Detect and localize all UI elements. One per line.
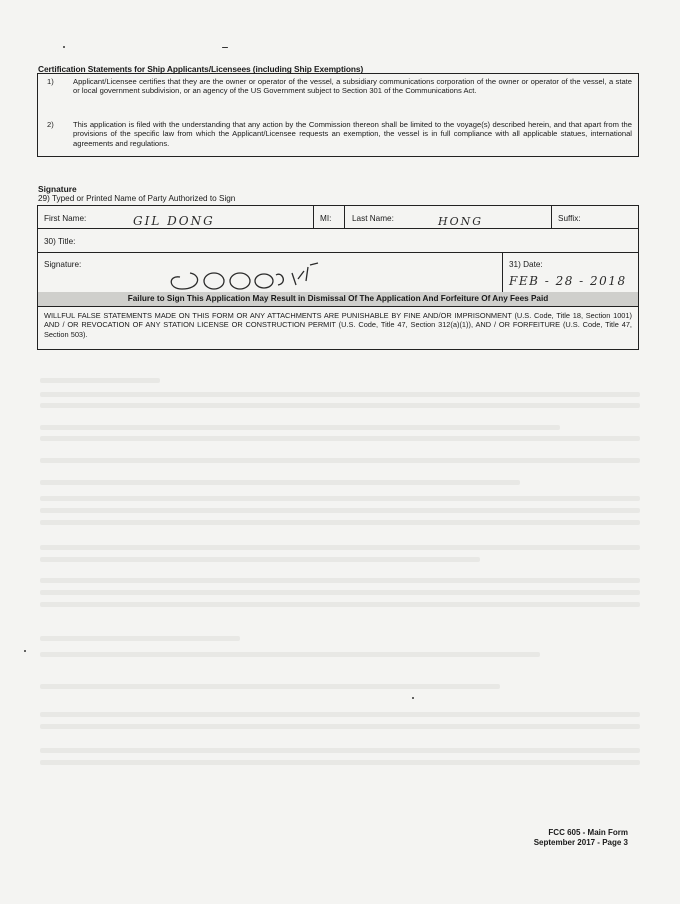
false-statement-notice: WILLFUL FALSE STATEMENTS MADE ON THIS FORM OR ANY ATTACHMENTS ARE PUNISHABLE BY FINE AND/OR IMPRISONMENT (U.S. Code, Title 18, Section 1001) AND / OR REVOCATION OF ANY STATION LICENSE OR CONSTRUCTION PERMIT (U.S. Code, Title 47, Section 312(a)(1)), AND / OR FORFEITURE (U.S. Code, Title 47, Section 503). [44,311,632,339]
form-edition: September 2017 - Page 3 [533,838,628,847]
first-name-label: First Name: [44,214,87,223]
certification-title: Certification Statements for Ship Applicants/Licensees (including Ship Exemptions) [38,64,364,74]
certification-item-text: Applicant/Licensee certifies that they are the owner or operator of the vessel, a subsidiary communications corporation of the owner or operator of the vessel, a state or local government subdivision, or an agency of the US Government subject to Section 301 of the Communications Act. [73,77,632,96]
title-label: 30) Title: [44,237,76,246]
signature-heading: Signature [38,184,77,194]
form-name: FCC 605 - Main Form [548,828,628,837]
certification-box [37,73,639,157]
scan-speck [222,47,228,48]
last-name-label: Last Name: [352,214,394,223]
mi-label: MI: [320,214,332,223]
certification-item-text: This application is filed with the understanding that any action by the Commission thereon shall be limited to the voyage(s) described herein, and that apart from the provisions of the specific law from which the Applicant/Licensee requests an exemption, the vessel is in full compliance with all applicable statues, international agreements and regulations. [73,120,632,148]
date-label: 31) Date: [509,260,543,269]
suffix-label: Suffix: [558,214,581,223]
scan-speck [63,46,65,48]
signature-warning: Failure to Sign This Application May Result in Dismissal Of The Application And Forfeiture Of Any Fees Paid [38,292,638,306]
date-field[interactable]: FEB - 28 - 2018 [509,274,627,288]
signature-label: Signature: [44,260,82,269]
signature-table [37,205,639,350]
first-name-field[interactable]: GIL DONG [133,214,215,228]
certification-item-number: 1) [47,77,54,86]
certification-item-number: 2) [47,120,54,129]
scan-speck [412,697,414,699]
signature-subheading: 29) Typed or Printed Name of Party Authorized to Sign [38,194,236,203]
page-footer [534,828,628,848]
handwritten-signature[interactable] [156,253,356,293]
scan-speck [24,650,26,652]
last-name-field[interactable]: HONG [438,215,484,228]
